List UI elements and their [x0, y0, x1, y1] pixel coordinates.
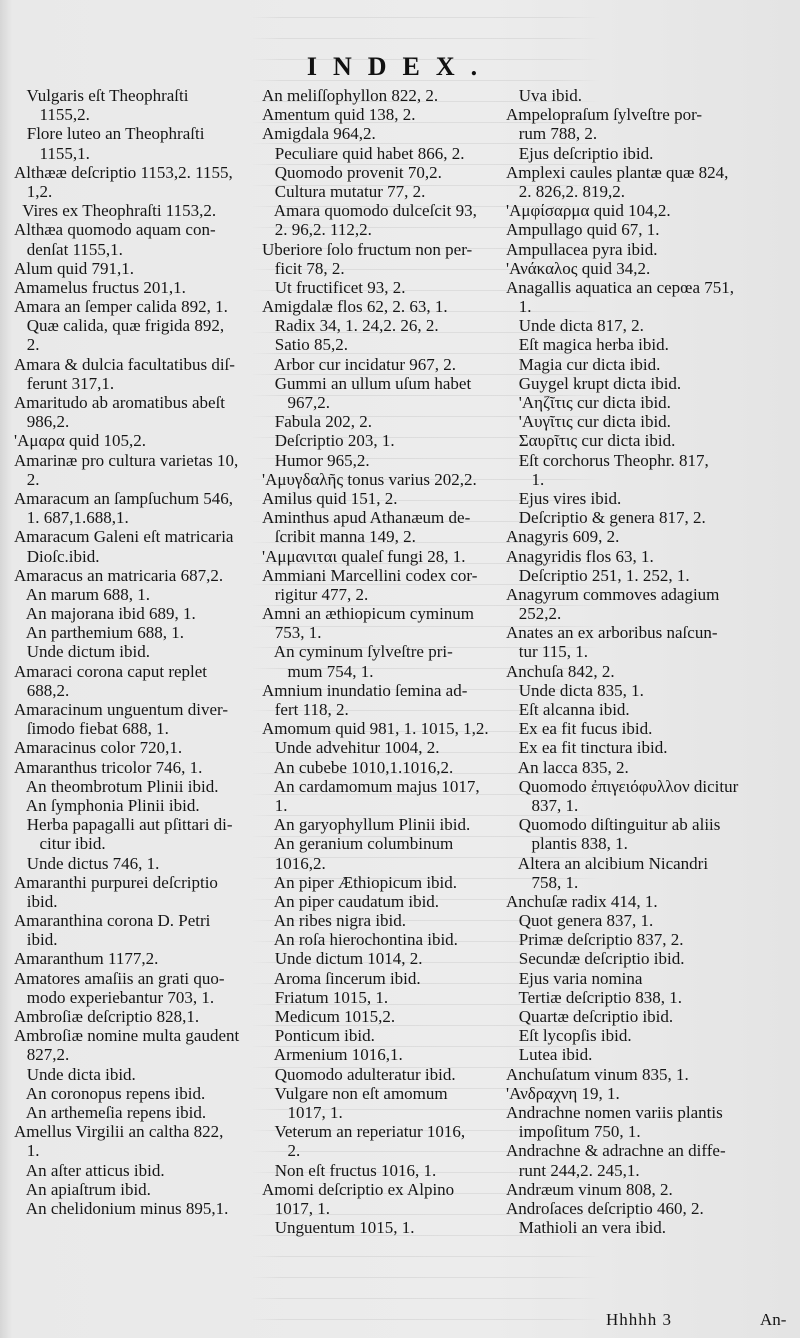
index-entry-line: 'Ανάκαλος quid 34,2. — [506, 258, 651, 278]
index-entry-line: Vires ex Theophraſti 1153,2. — [14, 201, 217, 221]
index-entry-line: 827,2. — [14, 1045, 70, 1065]
index-entry-line: Amentum quid 138, 2. — [262, 105, 416, 125]
index-entry-line: Veterum an reperiatur 1016, — [262, 1122, 466, 1142]
index-entry-line: Anchuſæ radix 414, 1. — [506, 891, 658, 911]
index-entry-line: Amaritudo ab aromatibus abeſt — [14, 393, 226, 412]
index-entry-line: Amaranthus tricolor 746, 1. — [14, 757, 203, 777]
index-entry-line: 967,2. — [262, 393, 330, 412]
index-entry-line: Amaracum an ſampſuchum 546, — [14, 488, 234, 508]
index-entry-line: Amarinæ pro cultura varietas 10, — [14, 450, 239, 470]
index-entry-line: citur ibid. — [14, 834, 106, 854]
index-entry-line: Amaracinus color 720,1. — [14, 738, 183, 758]
index-entry-line: An geranium columbinum — [262, 834, 454, 854]
index-entry-line: Herba papagalli aut pſittari di- — [14, 815, 233, 835]
index-entry-line: Quartæ deſcriptio ibid. — [506, 1007, 674, 1026]
index-entry-line: Vulgare non eſt amomum — [262, 1083, 448, 1103]
index-entry-line: fert 118, 2. — [262, 700, 349, 719]
index-entry-line: 837, 1. — [506, 795, 579, 815]
index-entry-line: Satio 85,2. — [262, 335, 348, 355]
index-entry-line: Ampullacea pyra ibid. — [506, 239, 658, 259]
index-entry-line: Eſt magica herba ibid. — [506, 335, 669, 355]
index-entry-line: Amamelus fructus 201,1. — [14, 277, 186, 297]
index-entry-line: Tertiæ deſcriptio 838, 1. — [506, 987, 683, 1007]
index-entry-line: Andræum vinum 808, 2. — [506, 1179, 673, 1199]
index-entry-line: Amaranthum 1177,2. — [14, 949, 159, 969]
index-entry-line: Amaranthi purpurei deſcriptio — [14, 872, 218, 892]
index-entry-line: 1016,2. — [262, 853, 326, 873]
index-entry-line: Quomodo diſtinguitur ab aliis — [506, 815, 721, 835]
index-entry-line: ibid. — [14, 891, 58, 911]
index-entry-line: ibid. — [14, 930, 58, 950]
index-entry-line: Lutea ibid. — [506, 1045, 593, 1065]
index-entry-line: Althæa quomodo aquam con- — [14, 220, 216, 240]
index-entry-line: Eſt lycopſis ibid. — [506, 1026, 632, 1046]
index-entry-line: 1. — [506, 297, 532, 317]
index-entry-line: An piper caudatum ibid. — [262, 891, 440, 911]
index-entry-line: Anchuſatum vinum 835, 1. — [506, 1064, 689, 1084]
index-entry-line: Amomum quid 981, 1. 1015, 1,2. — [262, 719, 489, 739]
index-entry-line: Cultura mutatur 77, 2. — [262, 181, 426, 201]
index-entry-line: Amaranthina corona D. Petri — [14, 911, 211, 931]
index-entry-line: Σαυρῖτις cur dicta ibid. — [506, 431, 676, 451]
index-entry-line: rum 788, 2. — [506, 124, 598, 144]
index-entry-line: Ampelopraſum ſylveſtre por- — [506, 105, 703, 125]
index-entry-line: 986,2. — [14, 412, 70, 432]
index-entry-line: Guygel krupt dicta ibid. — [506, 373, 682, 393]
index-entry-line: Amara quomodo dulceſcit 93, — [262, 201, 477, 221]
index-entry-line: Eſt alcanna ibid. — [506, 700, 630, 719]
index-entry-line: Aminthus apud Athanæum de- — [262, 508, 471, 528]
index-entry-line: An marum 688, 1. — [14, 584, 150, 604]
index-entry-line: Amnium inundatio ſemina ad- — [262, 680, 468, 700]
index-entry-line: impoſitum 750, 1. — [506, 1122, 641, 1142]
index-entry-line: Humor 965,2. — [262, 450, 370, 470]
index-entry-line: Quomodo adulteratur ibid. — [262, 1064, 456, 1084]
index-entry-line: mum 754, 1. — [262, 661, 374, 681]
index-entry-line: Medicum 1015,2. — [262, 1007, 396, 1026]
index-entry-line: An chelidonium minus 895,1. — [14, 1198, 229, 1218]
index-entry-line: ficit 78, 2. — [262, 258, 345, 278]
index-entry-line: An cubebe 1010,1.1016,2. — [262, 757, 454, 777]
index-column-3 — [506, 86, 796, 1237]
index-entry-line: Ex ea fit fucus ibid. — [506, 719, 653, 739]
index-entry-line: Ambroſiæ deſcriptio 828,1. — [14, 1007, 200, 1026]
index-entry-line: 1017, 1. — [262, 1198, 330, 1218]
index-entry-line: 1,2. — [14, 181, 53, 201]
index-entry-line: Althææ deſcriptio 1153,2. 1155, — [14, 162, 233, 182]
index-entry-line: Amellus Virgilii an caltha 822, — [14, 1122, 224, 1142]
index-entry-line: Amaracinum unguentum diver- — [14, 700, 228, 719]
index-entry-line: Ampullago quid 67, 1. — [506, 220, 660, 240]
index-entry-line: Deſcriptio 251, 1. 252, 1. — [506, 565, 690, 585]
index-entry-line: An aſter atticus ibid. — [14, 1160, 165, 1180]
index-entry-line: Gummi an ullum uſum habet — [262, 373, 472, 393]
index-entry-line: Unde dictus 746, 1. — [14, 853, 160, 873]
index-entry-line: 'Αμμανιται qualeſ fungi 28, 1. — [262, 546, 466, 566]
index-entry-line: Aroma ſincerum ibid. — [262, 968, 421, 988]
index-entry-line: An garyophyllum Plinii ibid. — [262, 815, 471, 835]
index-entry-line: Quomodo ἐπιγειόφυλλον dicitur — [506, 776, 739, 796]
index-entry-line: 1. — [14, 1141, 40, 1161]
index-entry-line: Amomi deſcriptio ex Alpino — [262, 1179, 455, 1199]
index-entry-line: Andrachne nomen variis plantis — [506, 1102, 723, 1122]
index-entry-line: Quot genera 837, 1. — [506, 911, 654, 931]
index-entry-line: rigitur 477, 2. — [262, 584, 369, 604]
index-entry-line: An theombrotum Plinii ibid. — [14, 776, 219, 796]
index-entry-line: Peculiare quid habet 866, 2. — [262, 143, 465, 163]
index-entry-line: 2. — [262, 1141, 301, 1161]
index-entry-line: 2. — [14, 335, 40, 355]
index-entry-line: Dioſc.ibid. — [14, 546, 100, 566]
index-entry-line: 1. 687,1.688,1. — [14, 508, 129, 528]
index-entry-line: 1155,2. — [14, 105, 90, 125]
index-entry-line: Anagallis aquatica an cepœa 751, — [506, 277, 734, 297]
index-entry-line: Ponticum ibid. — [262, 1026, 375, 1046]
index-entry-line: Unguentum 1015, 1. — [262, 1218, 415, 1238]
index-entry-line: 1. — [262, 795, 288, 815]
index-entry-line: Anagyrum commoves adagium — [506, 584, 720, 604]
index-entry-line: Altera an alcibium Nicandri — [506, 853, 709, 873]
index-entry-line: An apiaſtrum ibid. — [14, 1179, 151, 1199]
index-entry-line: Ambroſiæ nomine multa gaudent — [14, 1026, 240, 1046]
index-entry-line: Amni an æthiopicum cyminum — [262, 604, 475, 624]
index-entry-line: An ſymphonia Plinii ibid. — [14, 795, 200, 815]
index-entry-line: denſat 1155,1. — [14, 239, 123, 259]
index-entry-line: An arthemeſia repens ibid. — [14, 1102, 207, 1122]
index-entry-line: Amilus quid 151, 2. — [262, 488, 398, 508]
index-entry-line: Anates an ex arboribus naſcun- — [506, 623, 718, 643]
index-entry-line: 'Αυγῖτις cur dicta ibid. — [506, 412, 671, 432]
index-entry-line: An cardamomum majus 1017, — [262, 776, 480, 796]
index-entry-line: modo experiebantur 703, 1. — [14, 987, 215, 1007]
index-entry-line: An piper Æthiopicum ibid. — [262, 872, 458, 892]
index-entry-line: 758, 1. — [506, 872, 579, 892]
index-column-2 — [262, 86, 514, 1237]
index-entry-line: 2. 826,2. 819,2. — [506, 181, 625, 201]
index-entry-line: Friatum 1015, 1. — [262, 987, 389, 1007]
index-entry-line: ſcribit manna 149, 2. — [262, 527, 416, 547]
index-entry-line: An ribes nigra ibid. — [262, 911, 407, 931]
index-entry-line: Amara & dulcia facultatibus diſ- — [14, 354, 235, 374]
index-entry-line: ferunt 317,1. — [14, 373, 115, 393]
index-entry-line: Non eſt fructus 1016, 1. — [262, 1160, 437, 1180]
index-entry-line: Ejus varia nomina — [506, 968, 643, 988]
index-entry-line: 1017, 1. — [262, 1102, 343, 1122]
index-entry-line: Ejus vires ibid. — [506, 488, 622, 508]
index-entry-line: Fabula 202, 2. — [262, 412, 373, 432]
index-entry-line: Unde dicta 835, 1. — [506, 680, 644, 700]
index-entry-line: Eſt corchorus Theophr. 817, — [506, 450, 709, 470]
index-entry-line: Deſcriptio 203, 1. — [262, 431, 395, 451]
index-entry-line: 753, 1. — [262, 623, 322, 643]
index-entry-line: Uva ibid. — [506, 86, 583, 105]
index-entry-line: ſimodo fiebat 688, 1. — [14, 719, 169, 739]
index-entry-line: Amplexi caules plantæ quæ 824, — [506, 162, 729, 182]
index-entry-line: Vulgaris eſt Theophraſti — [14, 86, 189, 105]
page-header: INDEX. — [306, 52, 494, 81]
index-entry-line: An meliſſophyllon 822, 2. — [262, 86, 439, 105]
index-entry-line: An lacca 835, 2. — [506, 757, 629, 777]
index-entry-line: Alum quid 791,1. — [14, 258, 134, 278]
index-entry-line: Unde dictum ibid. — [14, 642, 150, 662]
index-entry-line: Amaracus an matricaria 687,2. — [14, 565, 224, 585]
index-entry-line: Anchuſa 842, 2. — [506, 661, 615, 681]
index-entry-line: Quæ calida, quæ frigida 892, — [14, 316, 225, 336]
index-entry-line: Ammiani Marcellini codex cor- — [262, 565, 478, 585]
index-entry-line: Ex ea fit tinctura ibid. — [506, 738, 668, 758]
index-entry-line: Uberiore ſolo fructum non per- — [262, 239, 473, 259]
index-entry-line: An coronopus repens ibid. — [14, 1083, 206, 1103]
index-column-1 — [14, 86, 268, 1218]
index-entry-line: plantis 838, 1. — [506, 834, 628, 854]
index-entry-line: Secundæ deſcriptio ibid. — [506, 949, 685, 969]
index-entry-line: Magia cur dicta ibid. — [506, 354, 661, 374]
index-entry-line: 'Αμφίσαρμα quid 104,2. — [506, 201, 671, 221]
index-entry-line: Deſcriptio & genera 817, 2. — [506, 508, 706, 528]
index-entry-line: Andrachne & adrachne an diffe- — [506, 1141, 726, 1161]
index-entry-line: Arbor cur incidatur 967, 2. — [262, 354, 457, 374]
index-entry-line: Amigdalæ flos 62, 2. 63, 1. — [262, 297, 448, 317]
index-entry-line: 252,2. — [506, 604, 562, 624]
index-entry-line: Amatores amaſiis an grati quo- — [14, 968, 225, 988]
index-entry-line: Amara an ſemper calida 892, 1. — [14, 297, 228, 317]
printer-signature-mark: Hhhhh 3 — [606, 1310, 673, 1329]
index-entry-line: Armenium 1016,1. — [262, 1045, 403, 1065]
index-entry-line: 'Αηζῖτις cur dicta ibid. — [506, 393, 671, 412]
index-entry-line: runt 244,2. 245,1. — [506, 1160, 640, 1180]
index-entry-line: An parthemium 688, 1. — [14, 623, 184, 643]
index-entry-line: Anagyridis flos 63, 1. — [506, 546, 654, 566]
index-entry-line: Flore luteo an Theophraſti — [14, 124, 205, 144]
index-entry-line: 688,2. — [14, 680, 70, 700]
index-entry-line: Ejus deſcriptio ibid. — [506, 143, 654, 163]
index-entry-line: Amigdala 964,2. — [262, 124, 376, 144]
index-entry-line: Amaracum Galeni eſt matricaria — [14, 527, 234, 547]
index-entry-line: An cyminum ſylveſtre pri- — [262, 642, 453, 662]
index-entry-line: Primæ deſcriptio 837, 2. — [506, 930, 684, 950]
index-entry-line: 'Αμαρα quid 105,2. — [14, 431, 146, 451]
index-entry-line: Unde dicta 817, 2. — [506, 316, 644, 336]
index-entry-line: tur 115, 1. — [506, 642, 589, 662]
index-entry-line: 2. 96,2. 112,2. — [262, 220, 372, 240]
index-entry-line: Radix 34, 1. 24,2. 26, 2. — [262, 316, 439, 336]
index-entry-line: Ut fructificet 93, 2. — [262, 277, 406, 297]
index-entry-line: 1155,1. — [14, 143, 90, 163]
index-entry-line: Androſaces deſcriptio 460, 2. — [506, 1198, 704, 1218]
index-entry-line: 1. — [506, 469, 545, 489]
index-entry-line: An roſa hierochontina ibid. — [262, 930, 458, 950]
index-entry-line: Anagyris 609, 2. — [506, 527, 620, 547]
index-entry-line: Unde dictum 1014, 2. — [262, 949, 423, 969]
index-entry-line: An majorana ibid 689, 1. — [14, 604, 196, 624]
catchword: An- — [760, 1310, 787, 1329]
index-entry-line: Amaraci corona caput replet — [14, 661, 208, 681]
index-entry-line: Unde dicta ibid. — [14, 1064, 136, 1084]
index-entry-line: 'Ανδραχνη 19, 1. — [506, 1083, 620, 1103]
index-entry-line: Unde advehitur 1004, 2. — [262, 738, 440, 758]
index-entry-line: 'Αμυγδαλῆς tonus varius 202,2. — [262, 469, 477, 489]
index-entry-line: 2. — [14, 469, 40, 489]
index-entry-line: Mathioli an vera ibid. — [506, 1218, 667, 1238]
index-entry-line: Quomodo provenit 70,2. — [262, 162, 442, 182]
